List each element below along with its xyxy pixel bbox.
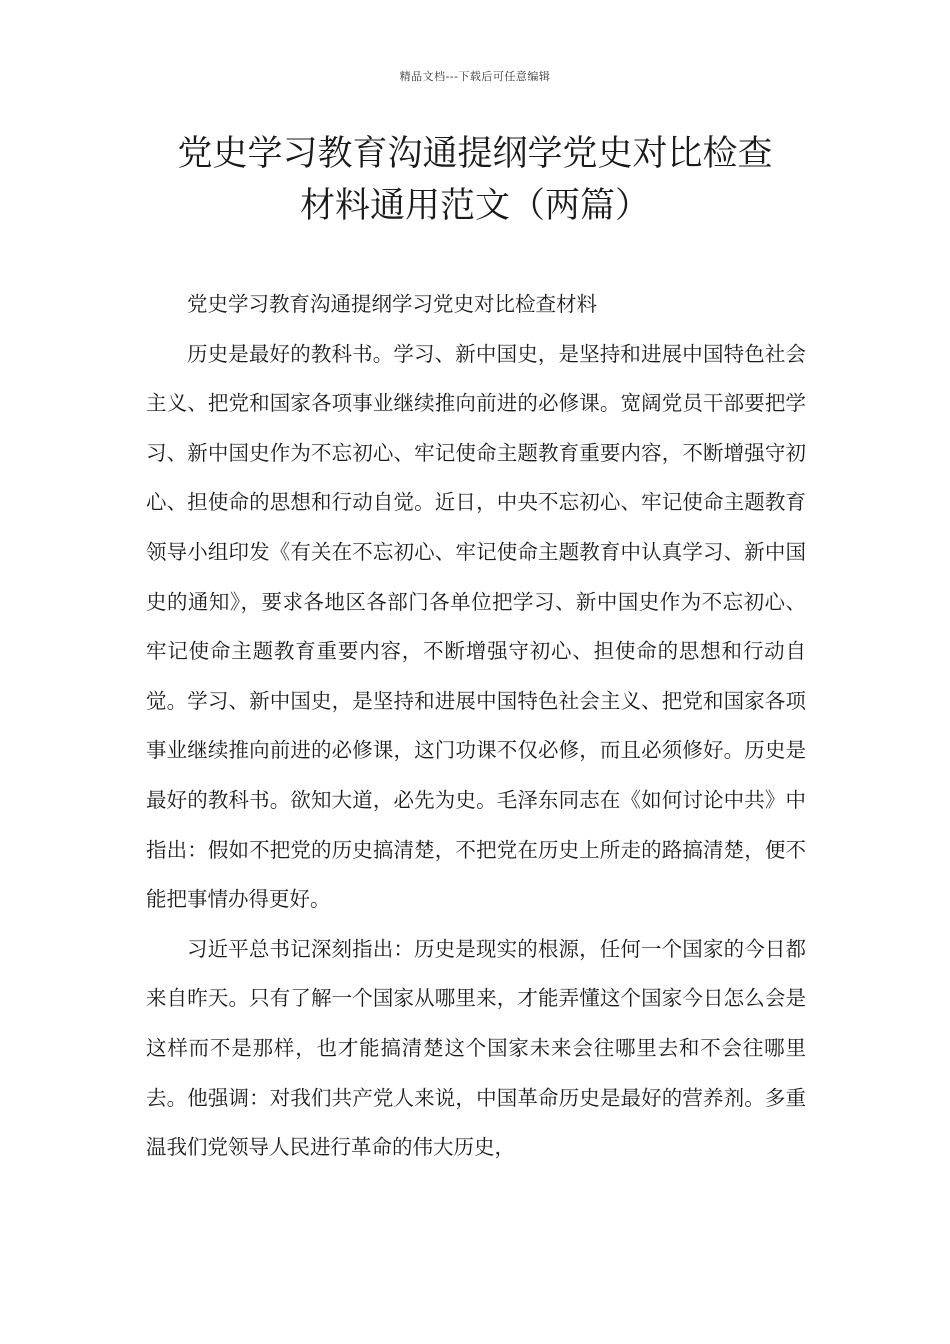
section-subtitle: 党史学习教育沟通提纲学习党史对比检查材料 — [187, 292, 597, 316]
body-paragraph: 习近平总书记深刻指出：历史是现实的根源，任何一个国家的今日都来自昨天。只有了解一个国家从哪里来，才能弄懂这个国家今日怎么会是这样而不是那样，也才能搞清楚这个国家未来会往哪里去和不会往哪里去。他强调：对我们共产党人来说，中国革命历史是最好的营养剂。多重温我们党领导人民进行革命的伟大历史， — [146, 936, 806, 1160]
document-title — [60, 128, 890, 232]
document-title-line-2: 材料通用范文（两篇） — [299, 186, 650, 226]
body-paragraph: 历史是最好的教科书。学习、新中国史，是坚持和进展中国特色社会主义、把党和国家各项事业继续推向前进的必修课。宽阔党员干部要把学习、新中国史作为不忘初心、牢记使命主题教育重要内容，不断增强守初心、担使命的思想和行动自觉。近日，中央不忘初心、牢记使命主题教育领导小组印发《有关在不忘初心、牢记使命主题教育中认真学习、新中国史的通知》，要求各地区各部门各单位把学习、新中国史作为不忘初心、牢记使命主题教育重要内容，不断增强守初心、担使命的思想和行动自觉。学习、新中国史，是坚持和进展中国特色社会主义、把党和国家各项事业继续推向前进的必修课，这门功课不仅必修，而且必须修好。历史是最好的教科书。欲知大道，必先为史。毛泽东同志在《如何讨论中共》中指出：假如不把党的历史搞清楚，不把党在历史上所走的路搞清楚，便不能把事情办得更好。 — [146, 341, 806, 912]
document-body — [146, 280, 806, 1173]
header-note: 精品文档---下载后可任意编辑 — [399, 70, 551, 83]
document-title-line-1: 党史学习教育沟通提纲学党史对比检查 — [177, 134, 773, 174]
